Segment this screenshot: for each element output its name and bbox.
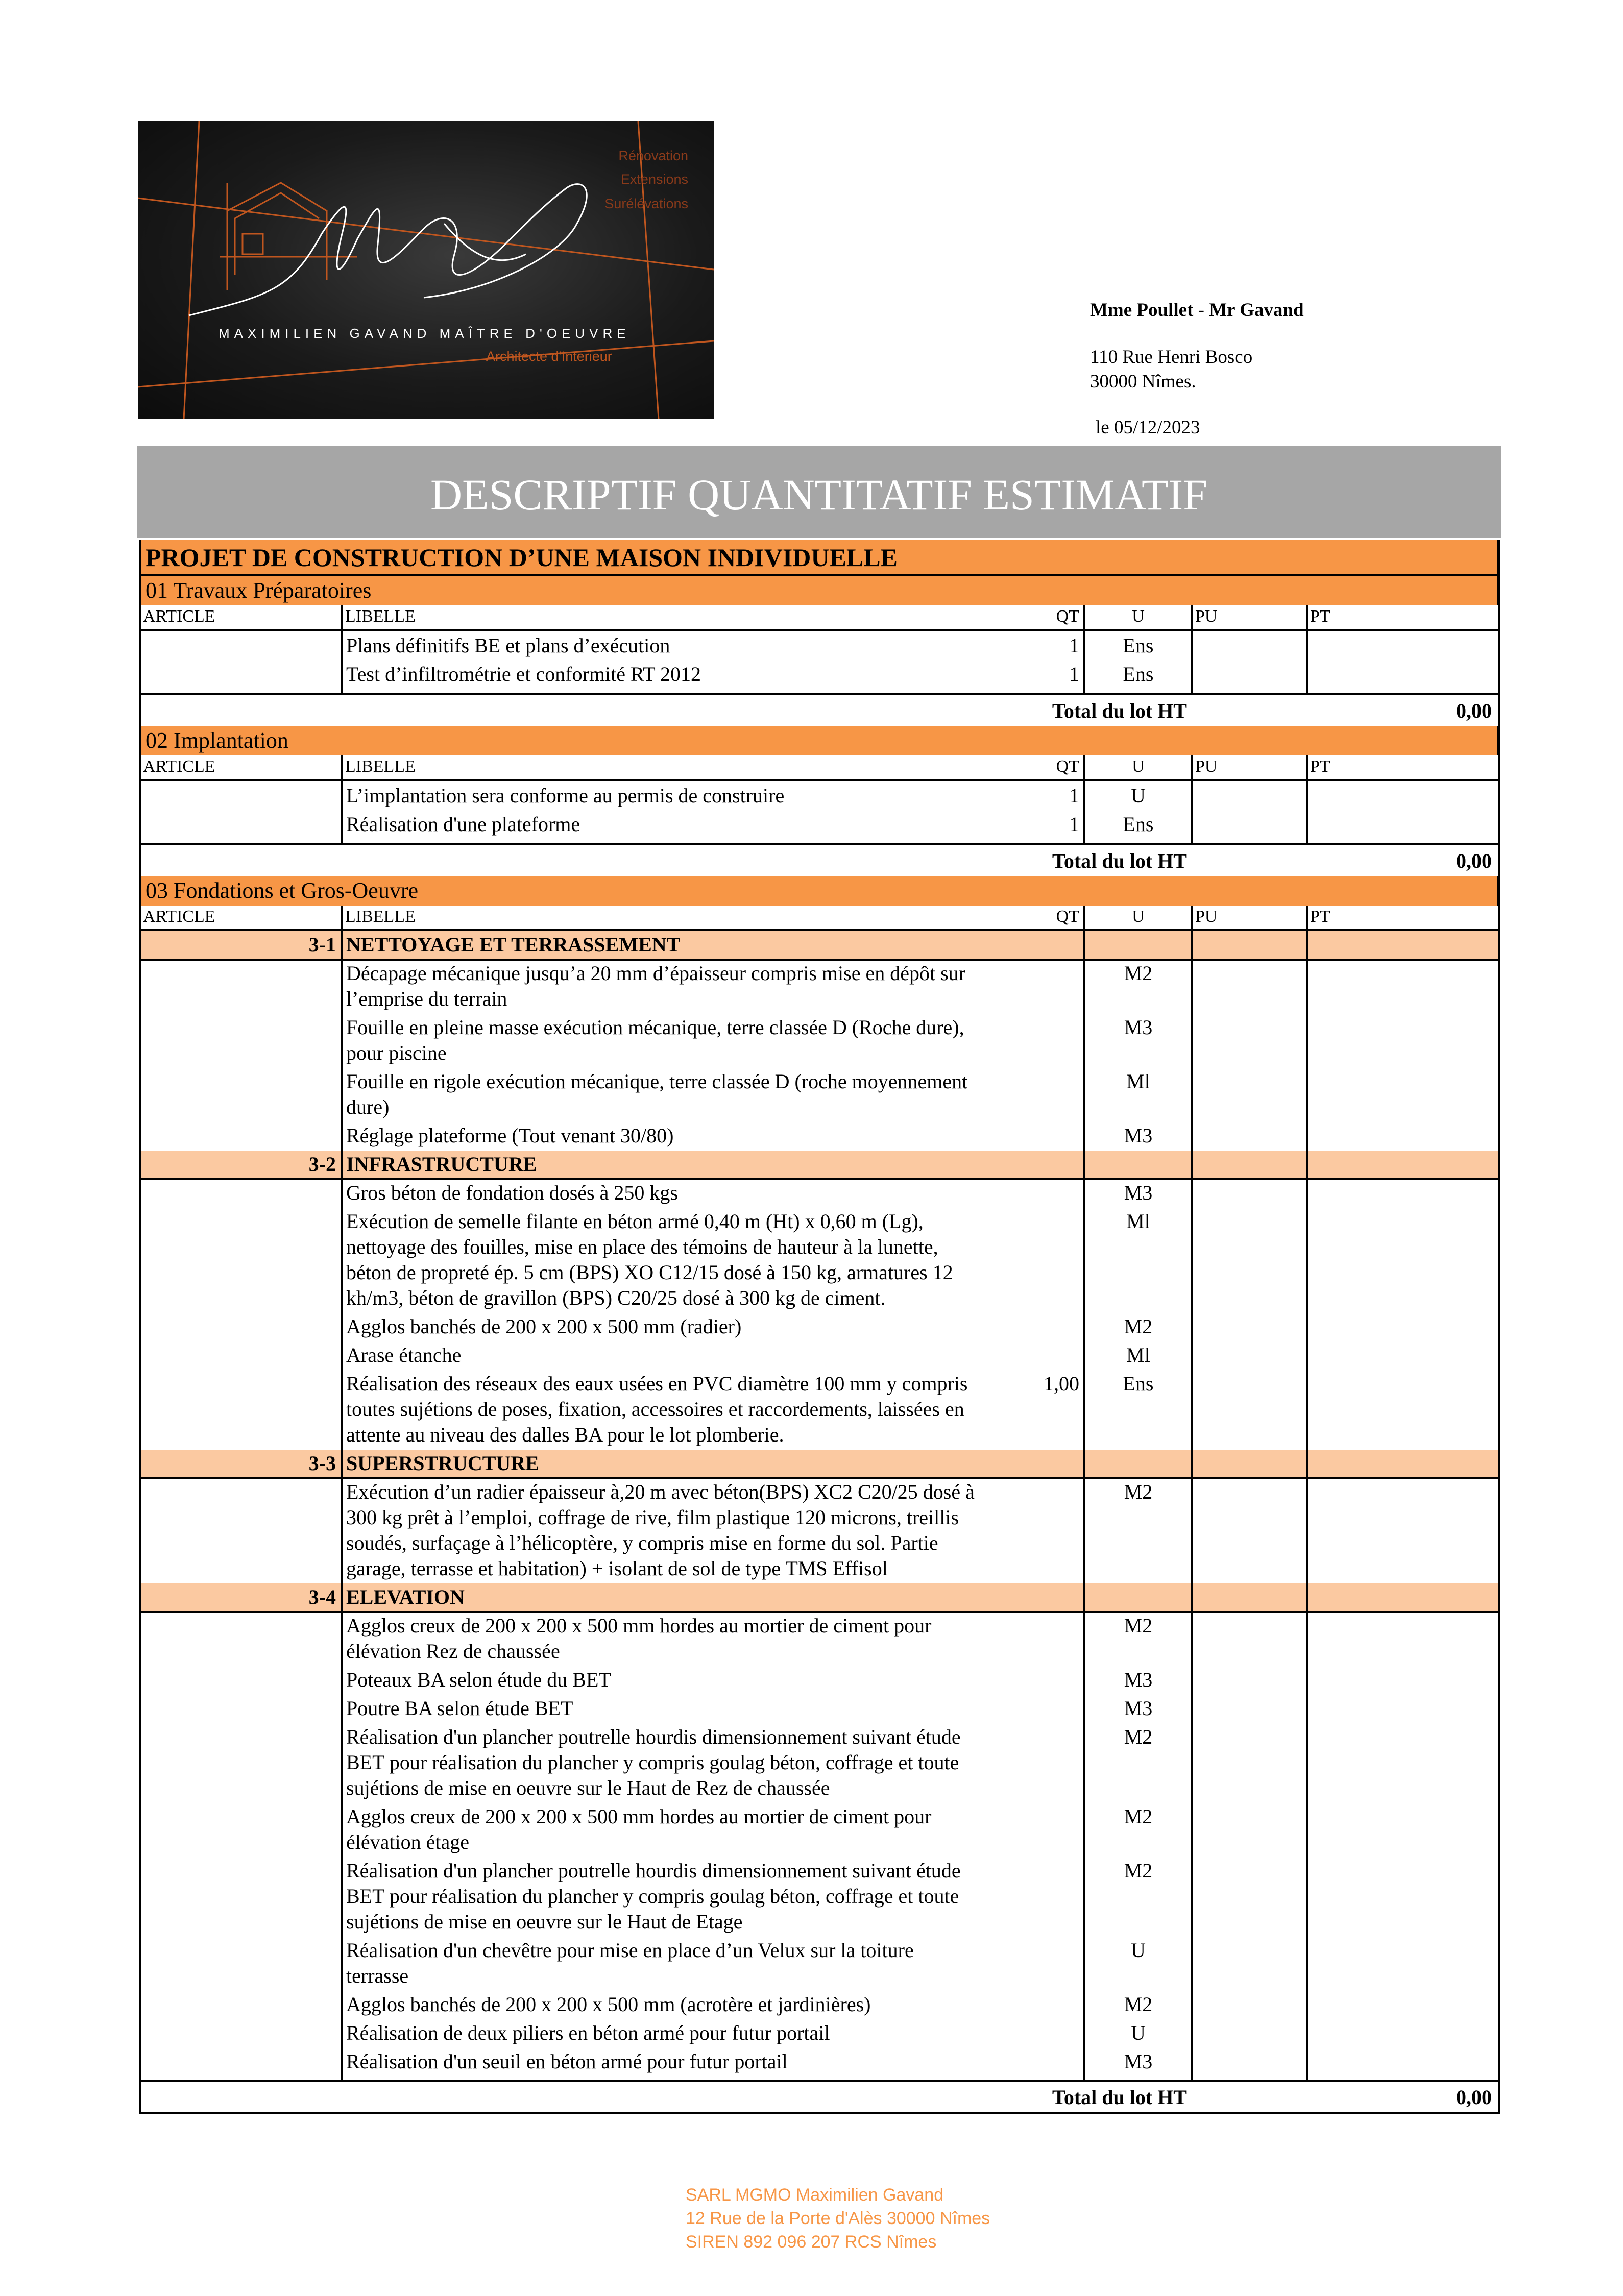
- col-header-libelle: LIBELLE: [345, 607, 416, 626]
- col-header-u: U: [1132, 757, 1145, 776]
- line-item-libelle: Réalisation d'un seuil en béton armé pour futur portail: [346, 2050, 788, 2073]
- subsection-title: SUPERSTRUCTURE: [346, 1452, 539, 1475]
- line-item-unit: M2: [1124, 1315, 1153, 1338]
- line-item-libelle: Poteaux BA selon étude du BET: [346, 1668, 611, 1691]
- line-item-unit: Ens: [1123, 813, 1154, 836]
- line-item-libelle: Plans définitifs BE et plans d’exécution: [346, 634, 670, 657]
- column-rule: [1191, 906, 1193, 2082]
- logo-company-name: MAXIMILIEN GAVAND MAÎTRE D'OEUVRE: [219, 326, 631, 341]
- line-item-libelle: Réalisation des réseaux des eaux usées en PVC diamètre 100 mm y compris toutes sujétions de poses, fixation, accessoires et raccordements, laissées en attente au niveau des dalles BA pour le lot plomberie.: [346, 1372, 968, 1446]
- footer-address: 12 Rue de la Porte d'Alès 30000 Nîmes: [686, 2209, 990, 2228]
- column-rule: [1191, 605, 1193, 695]
- line-item-unit: U: [1131, 784, 1146, 807]
- line-item-libelle: Réalisation de deux piliers en béton armé pour futur portail: [346, 2021, 830, 2044]
- project-header-row: [139, 540, 1500, 574]
- subsection-article: 3-4: [308, 1585, 336, 1608]
- line-item-libelle: Réalisation d'une plateforme: [346, 813, 580, 836]
- line-item-qt: 1: [1069, 813, 1079, 836]
- line-item-unit: M2: [1124, 1859, 1153, 1882]
- lot-header-row: [139, 726, 1500, 755]
- line-item-unit: Ml: [1126, 1070, 1150, 1093]
- line-item-libelle: L’implantation sera conforme au permis de construire: [346, 784, 785, 807]
- table-border-right: [1498, 540, 1500, 2114]
- line-item-libelle: Fouille en pleine masse exécution mécanique, terre classée D (Roche dure), pour piscine: [346, 1016, 964, 1064]
- line-item-libelle: Test d’infiltrométrie et conformité RT 2012: [346, 663, 701, 686]
- lot-total-label: Total du lot HT: [1052, 849, 1187, 872]
- col-header-article: ARTICLE: [143, 907, 215, 926]
- column-rule: [341, 605, 343, 695]
- line-item-libelle: Réalisation d'un plancher poutrelle hourdis dimensionnement suivant étude BET pour réalisation du plancher y compris goulag béton, coffrage et toute sujétions de mise en oeuvre sur le Haut de Etage: [346, 1859, 961, 1933]
- subsection-title: NETTOYAGE ET TERRASSEMENT: [346, 933, 681, 956]
- project-title: PROJET DE CONSTRUCTION D’UNE MAISON INDIVIDUELLE: [146, 543, 898, 572]
- subsection-article: 3-1: [308, 933, 336, 956]
- line-item-unit: U: [1131, 1939, 1146, 1962]
- column-rule: [1083, 906, 1085, 2082]
- footer-company: SARL MGMO Maximilien Gavand: [686, 2185, 944, 2205]
- table-border-left: [139, 540, 141, 2114]
- logo-tagline-extensions: Extensions: [620, 172, 688, 187]
- lot-total-value: 0,00: [1456, 849, 1492, 872]
- lot-header-row: [139, 876, 1500, 906]
- col-header-u: U: [1132, 907, 1145, 926]
- col-header-pt: PT: [1310, 907, 1330, 926]
- company-logo: [138, 121, 714, 419]
- column-rule: [1083, 605, 1085, 695]
- line-item-unit: M3: [1124, 1124, 1153, 1147]
- line-item-unit: M2: [1124, 962, 1153, 985]
- client-street: 110 Rue Henri Bosco: [1090, 347, 1253, 368]
- table-rule: [139, 2112, 1500, 2114]
- lot-total-label: Total du lot HT: [1052, 2086, 1187, 2109]
- line-item-unit: M2: [1124, 1725, 1153, 1748]
- column-rule: [341, 906, 343, 2082]
- line-item-libelle: Réglage plateforme (Tout venant 30/80): [346, 1124, 674, 1147]
- line-item-unit: Ml: [1126, 1344, 1150, 1366]
- column-rule: [1306, 755, 1308, 845]
- document-date: le 05/12/2023: [1096, 417, 1200, 438]
- line-item-libelle: Agglos banchés de 200 x 200 x 500 mm (radier): [346, 1315, 742, 1338]
- col-header-pu: PU: [1195, 607, 1218, 626]
- col-header-libelle: LIBELLE: [345, 907, 416, 926]
- subsection-article: 3-3: [308, 1452, 336, 1475]
- column-rule: [1191, 755, 1193, 845]
- col-header-u: U: [1132, 607, 1145, 626]
- logo-subtitle: Architecte d'Interieur: [486, 349, 612, 364]
- col-header-pu: PU: [1195, 907, 1218, 926]
- subsection-title: INFRASTRUCTURE: [346, 1153, 537, 1176]
- line-item-libelle: Arase étanche: [346, 1344, 462, 1366]
- footer-siren: SIREN 892 096 207 RCS Nîmes: [686, 2232, 937, 2252]
- col-header-pt: PT: [1310, 757, 1330, 776]
- col-header-article: ARTICLE: [143, 757, 215, 776]
- lot-title: 02 Implantation: [146, 728, 288, 753]
- logo-tagline-renovation: Rénovation: [618, 148, 688, 163]
- line-item-libelle: Exécution d’un radier épaisseur à,20 m avec béton(BPS) XC2 C20/25 dosé à 300 kg prêt à l’emploi, coffrage de rive, film plastique 120 microns, treillis soudés, surfaçage à l’hélicoptère, y compris mise en forme du sol. Partie garage, terrasse et habitation) + isolant de sol de type TMS Effisol: [346, 1480, 975, 1580]
- subsection-article: 3-2: [308, 1153, 336, 1176]
- col-header-libelle: LIBELLE: [345, 757, 416, 776]
- client-city: 30000 Nîmes.: [1090, 371, 1196, 392]
- col-header-pt: PT: [1310, 607, 1330, 626]
- line-item-unit: M2: [1124, 1614, 1153, 1637]
- col-header-qt: QT: [1056, 907, 1079, 926]
- line-item-libelle: Réalisation d'un plancher poutrelle hourdis dimensionnement suivant étude BET pour réalisation du plancher y compris goulag béton, coffrage et toute sujétions de mise en oeuvre sur le Haut de Rez de chaussée: [346, 1725, 961, 1799]
- line-item-libelle: Poutre BA selon étude BET: [346, 1697, 573, 1720]
- line-item-unit: M3: [1124, 1697, 1153, 1720]
- line-item-unit: M3: [1124, 1668, 1153, 1691]
- line-item-unit: M2: [1124, 1805, 1153, 1828]
- line-item-qt: 1: [1069, 634, 1079, 657]
- col-header-qt: QT: [1056, 757, 1079, 776]
- lot-total-value: 0,00: [1456, 699, 1492, 722]
- lot-header-row: [139, 576, 1500, 605]
- line-item-qt: 1: [1069, 663, 1079, 686]
- line-item-libelle: Agglos creux de 200 x 200 x 500 mm hordes au mortier de ciment pour élévation Rez de chaussée: [346, 1614, 932, 1663]
- document-title-banner: DESCRIPTIF QUANTITATIF ESTIMATIF: [137, 446, 1501, 538]
- column-rule: [1306, 605, 1308, 695]
- col-header-qt: QT: [1056, 607, 1079, 626]
- line-item-libelle: Gros béton de fondation dosés à 250 kgs: [346, 1181, 678, 1204]
- line-item-unit: Ml: [1126, 1210, 1150, 1233]
- line-item-libelle: Fouille en rigole exécution mécanique, terre classée D (roche moyennement dure): [346, 1070, 968, 1118]
- client-name: Mme Poullet - Mr Gavand: [1090, 300, 1304, 321]
- line-item-unit: Ens: [1123, 634, 1154, 657]
- line-item-unit: M3: [1124, 1016, 1153, 1039]
- line-item-unit: M3: [1124, 2050, 1153, 2073]
- column-rule: [1306, 906, 1308, 2082]
- lot-title: 01 Travaux Préparatoires: [146, 578, 372, 603]
- line-item-unit: M2: [1124, 1480, 1153, 1503]
- line-item-libelle: Agglos banchés de 200 x 200 x 500 mm (acrotère et jardinières): [346, 1993, 871, 2016]
- line-item-libelle: Agglos creux de 200 x 200 x 500 mm hordes au mortier de ciment pour élévation étage: [346, 1805, 932, 1853]
- lot-total-label: Total du lot HT: [1052, 699, 1187, 722]
- col-header-pu: PU: [1195, 757, 1218, 776]
- line-item-libelle: Exécution de semelle filante en béton armé 0,40 m (Ht) x 0,60 m (Lg), nettoyage des fouilles, mise en place des témoins de hauteur à la lunette, béton de propreté ép. 5 cm (BPS) XO C12/15 dosé à 150 kg, armatures 12 kh/m3, béton de gravillon (BPS) C20/25 dosé à 300 kg de ciment.: [346, 1210, 953, 1309]
- column-rule: [341, 755, 343, 845]
- line-item-unit: M2: [1124, 1993, 1153, 2016]
- lot-title: 03 Fondations et Gros-Oeuvre: [146, 878, 419, 903]
- lot-total-value: 0,00: [1456, 2086, 1492, 2109]
- line-item-qt: 1: [1069, 784, 1079, 807]
- column-rule: [1083, 755, 1085, 845]
- line-item-libelle: Réalisation d'un chevêtre pour mise en place d’un Velux sur la toiture terrasse: [346, 1939, 914, 1987]
- subsection-title: ELEVATION: [346, 1585, 465, 1608]
- line-item-unit: Ens: [1123, 1372, 1154, 1395]
- line-item-qt: 1,00: [1044, 1372, 1079, 1395]
- logo-tagline-surelevations: Surélévations: [604, 196, 688, 211]
- line-item-unit: M3: [1124, 1181, 1153, 1204]
- line-item-unit: U: [1131, 2021, 1146, 2044]
- line-item-unit: Ens: [1123, 663, 1154, 686]
- line-item-libelle: Décapage mécanique jusqu’a 20 mm d’épaisseur compris mise en dépôt sur l’emprise du terrain: [346, 962, 965, 1010]
- logo-house-icon: [138, 121, 714, 419]
- col-header-article: ARTICLE: [143, 607, 215, 626]
